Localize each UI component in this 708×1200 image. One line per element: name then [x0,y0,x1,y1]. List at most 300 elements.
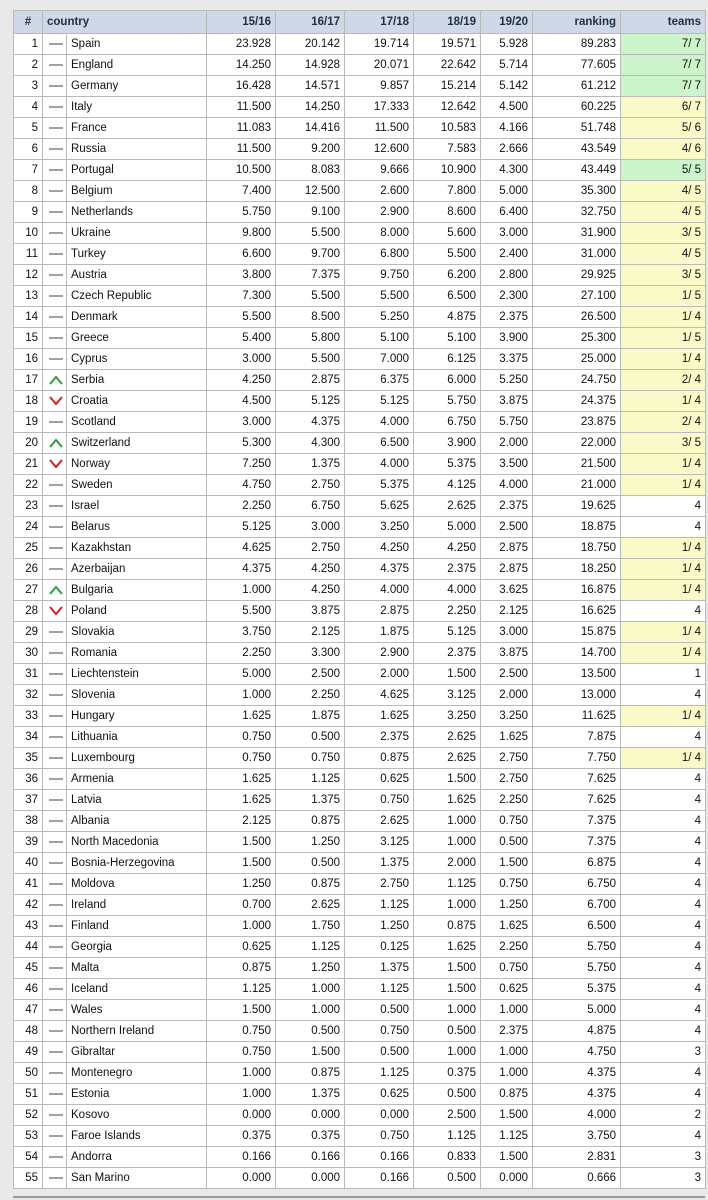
table-row[interactable] [14,937,706,958]
table-row[interactable] [14,664,706,685]
season-16-17-value: 2.875 [276,370,345,391]
table-row[interactable] [14,202,706,223]
table-row[interactable] [14,580,706,601]
table-row[interactable] [14,454,706,475]
teams-value: 5/ 5 [621,160,706,181]
season-19-20-value: 2.500 [481,664,533,685]
teams-value: 1/ 4 [621,475,706,496]
teams-value: 1/ 4 [621,538,706,559]
country-name: Gibraltar [67,1042,207,1063]
rank-number: 39 [14,832,43,853]
season-18-19-value: 4.875 [414,307,481,328]
season-15-16-value: 1.500 [207,853,276,874]
season-15-16-value: 1.000 [207,580,276,601]
ranking-value: 24.375 [533,391,621,412]
table-row[interactable] [14,1084,706,1105]
season-19-20-value: 6.400 [481,202,533,223]
header-season-15-16[interactable]: 15/16 [207,11,276,34]
rank-number: 41 [14,874,43,895]
ranking-value: 23.875 [533,412,621,433]
trend-unchanged-icon [47,836,65,848]
rank-number: 7 [14,160,43,181]
trend-unchanged-icon [47,1046,65,1058]
season-16-17-value: 8.500 [276,307,345,328]
trend-cell [43,1042,67,1063]
table-row[interactable] [14,538,706,559]
trend-cell [43,475,67,496]
country-name: Turkey [67,244,207,265]
table-row[interactable] [14,412,706,433]
season-18-19-value: 6.750 [414,412,481,433]
table-row[interactable] [14,1126,706,1147]
season-15-16-value: 7.300 [207,286,276,307]
season-19-20-value: 5.000 [481,181,533,202]
season-17-18-value: 0.750 [345,790,414,811]
season-16-17-value: 1.125 [276,937,345,958]
season-18-19-value: 7.800 [414,181,481,202]
trend-unchanged-icon [47,122,65,134]
season-17-18-value: 0.875 [345,748,414,769]
season-18-19-value: 0.833 [414,1147,481,1168]
trend-down-icon [47,605,65,617]
trend-unchanged-icon [47,269,65,281]
country-name: Moldova [67,874,207,895]
season-15-16-value: 0.000 [207,1168,276,1189]
season-15-16-value: 5.400 [207,328,276,349]
teams-value: 4 [621,790,706,811]
rank-number: 4 [14,97,43,118]
trend-cell [43,580,67,601]
ranking-value: 31.000 [533,244,621,265]
trend-unchanged-icon [47,815,65,827]
ranking-value: 61.212 [533,76,621,97]
table-row[interactable] [14,265,706,286]
trend-down-icon [47,458,65,470]
trend-cell [43,1063,67,1084]
table-row[interactable] [14,1000,706,1021]
trend-cell [43,601,67,622]
season-19-20-value: 2.000 [481,433,533,454]
season-18-19-value: 6.200 [414,265,481,286]
season-18-19-value: 1.000 [414,895,481,916]
country-name: Scotland [67,412,207,433]
country-name: San Marino [67,1168,207,1189]
ranking-value: 4.000 [533,1105,621,1126]
table-row[interactable] [14,160,706,181]
season-16-17-value: 4.250 [276,559,345,580]
season-15-16-value: 1.000 [207,685,276,706]
season-15-16-value: 1.625 [207,790,276,811]
trend-unchanged-icon [47,1004,65,1016]
rank-number: 11 [14,244,43,265]
trend-cell [43,916,67,937]
season-15-16-value: 7.250 [207,454,276,475]
country-name: Luxembourg [67,748,207,769]
trend-cell [43,685,67,706]
teams-value: 1 [621,664,706,685]
teams-value: 4/ 5 [621,244,706,265]
teams-value: 4 [621,979,706,1000]
trend-cell [43,643,67,664]
season-15-16-value: 5.750 [207,202,276,223]
season-19-20-value: 3.000 [481,223,533,244]
trend-cell [43,55,67,76]
teams-value: 3 [621,1168,706,1189]
ranking-value: 6.500 [533,916,621,937]
rank-number: 10 [14,223,43,244]
season-16-17-value: 0.875 [276,1063,345,1084]
country-name: France [67,118,207,139]
ranking-value: 19.625 [533,496,621,517]
table-row[interactable] [14,370,706,391]
trend-cell [43,307,67,328]
season-17-18-value: 1.875 [345,622,414,643]
season-18-19-value: 12.642 [414,97,481,118]
season-17-18-value: 0.750 [345,1126,414,1147]
trend-unchanged-icon [47,332,65,344]
table-row[interactable] [14,475,706,496]
teams-value: 4 [621,1126,706,1147]
season-15-16-value: 0.375 [207,1126,276,1147]
season-17-18-value: 2.625 [345,811,414,832]
country-name: Bulgaria [67,580,207,601]
table-row[interactable] [14,1063,706,1084]
table-row[interactable] [14,643,706,664]
season-15-16-value: 2.250 [207,496,276,517]
season-16-17-value: 9.200 [276,139,345,160]
season-18-19-value: 22.642 [414,55,481,76]
table-row[interactable] [14,1168,706,1189]
season-17-18-value: 5.100 [345,328,414,349]
ranking-value: 60.225 [533,97,621,118]
trend-unchanged-icon [47,689,65,701]
season-19-20-value: 2.500 [481,517,533,538]
table-row[interactable] [14,286,706,307]
ranking-value: 4.375 [533,1063,621,1084]
header-teams[interactable]: teams [621,11,706,34]
teams-value: 1/ 4 [621,307,706,328]
season-17-18-value: 17.333 [345,97,414,118]
rank-number: 18 [14,391,43,412]
teams-value: 4/ 5 [621,202,706,223]
header-season-19-20[interactable]: 19/20 [481,11,533,34]
trend-unchanged-icon [47,773,65,785]
season-15-16-value: 0.875 [207,958,276,979]
table-row[interactable] [14,874,706,895]
ranking-value: 18.250 [533,559,621,580]
trend-unchanged-icon [47,668,65,680]
season-15-16-value: 4.500 [207,391,276,412]
season-17-18-value: 1.375 [345,853,414,874]
trend-cell [43,895,67,916]
season-17-18-value: 5.500 [345,286,414,307]
ranking-value: 5.750 [533,958,621,979]
season-17-18-value: 2.600 [345,181,414,202]
table-row[interactable] [14,244,706,265]
season-17-18-value: 1.250 [345,916,414,937]
country-name: Romania [67,643,207,664]
ranking-value: 26.500 [533,307,621,328]
trend-cell [43,853,67,874]
country-name: Portugal [67,160,207,181]
season-16-17-value: 14.571 [276,76,345,97]
season-19-20-value: 2.375 [481,496,533,517]
season-16-17-value: 0.875 [276,874,345,895]
ranking-value: 7.375 [533,832,621,853]
season-15-16-value: 4.625 [207,538,276,559]
country-ranking-table [13,10,706,1189]
teams-value: 3 [621,1042,706,1063]
season-15-16-value: 10.500 [207,160,276,181]
ranking-value: 5.750 [533,937,621,958]
season-17-18-value: 3.250 [345,517,414,538]
table-row[interactable] [14,706,706,727]
header-season-17-18[interactable]: 17/18 [345,11,414,34]
season-18-19-value: 10.900 [414,160,481,181]
season-17-18-value: 0.625 [345,1084,414,1105]
trend-unchanged-icon [47,752,65,764]
table-row[interactable] [14,685,706,706]
table-row[interactable] [14,328,706,349]
rank-number: 1 [14,34,43,55]
season-19-20-value: 4.000 [481,475,533,496]
season-17-18-value: 4.000 [345,580,414,601]
country-name: Kosovo [67,1105,207,1126]
table-row[interactable] [14,601,706,622]
country-name: Belgium [67,181,207,202]
table-row[interactable] [14,391,706,412]
table-row[interactable] [14,1147,706,1168]
trend-cell [43,265,67,286]
header-season-18-19[interactable]: 18/19 [414,11,481,34]
season-15-16-value: 1.500 [207,832,276,853]
ranking-value: 43.449 [533,160,621,181]
ranking-value: 18.875 [533,517,621,538]
teams-value: 7/ 7 [621,34,706,55]
season-19-20-value: 0.500 [481,832,533,853]
season-19-20-value: 4.300 [481,160,533,181]
season-18-19-value: 1.000 [414,1000,481,1021]
season-16-17-value: 14.250 [276,97,345,118]
table-row[interactable] [14,832,706,853]
country-name: Georgia [67,937,207,958]
ranking-value: 6.875 [533,853,621,874]
season-19-20-value: 2.375 [481,1021,533,1042]
season-19-20-value: 3.875 [481,391,533,412]
teams-value: 1/ 5 [621,286,706,307]
season-15-16-value: 1.000 [207,916,276,937]
trend-unchanged-icon [47,857,65,869]
teams-value: 1/ 4 [621,622,706,643]
table-row[interactable] [14,55,706,76]
season-16-17-value: 3.300 [276,643,345,664]
season-19-20-value: 0.750 [481,811,533,832]
table-row[interactable] [14,307,706,328]
country-name: Malta [67,958,207,979]
trend-cell [43,223,67,244]
season-17-18-value: 6.500 [345,433,414,454]
table-row[interactable] [14,790,706,811]
season-15-16-value: 3.000 [207,412,276,433]
table-row[interactable] [14,34,706,55]
table-row[interactable] [14,559,706,580]
season-17-18-value: 1.125 [345,895,414,916]
trend-unchanged-icon [47,878,65,890]
season-19-20-value: 1.625 [481,727,533,748]
season-19-20-value: 0.625 [481,979,533,1000]
season-16-17-value: 12.500 [276,181,345,202]
season-16-17-value: 6.750 [276,496,345,517]
season-16-17-value: 0.166 [276,1147,345,1168]
table-row[interactable] [14,97,706,118]
season-19-20-value: 0.875 [481,1084,533,1105]
table-row[interactable] [14,1105,706,1126]
rank-number: 43 [14,916,43,937]
season-16-17-value: 5.125 [276,391,345,412]
trend-cell [43,979,67,1000]
season-16-17-value: 3.000 [276,517,345,538]
trend-cell [43,181,67,202]
trend-cell [43,118,67,139]
trend-cell [43,517,67,538]
trend-cell [43,790,67,811]
season-19-20-value: 5.250 [481,370,533,391]
table-row[interactable] [14,349,706,370]
season-17-18-value: 0.625 [345,769,414,790]
header-ranking[interactable]: ranking [533,11,621,34]
season-15-16-value: 23.928 [207,34,276,55]
table-row[interactable] [14,811,706,832]
table-row[interactable] [14,496,706,517]
season-17-18-value: 9.750 [345,265,414,286]
trend-unchanged-icon [47,185,65,197]
table-row[interactable] [14,853,706,874]
season-15-16-value: 5.500 [207,601,276,622]
season-16-17-value: 2.625 [276,895,345,916]
teams-value: 1/ 4 [621,454,706,475]
table-row[interactable] [14,76,706,97]
trend-cell [43,538,67,559]
teams-value: 3/ 5 [621,433,706,454]
season-17-18-value: 5.125 [345,391,414,412]
ranking-value: 43.549 [533,139,621,160]
table-row[interactable] [14,1042,706,1063]
season-17-18-value: 2.900 [345,202,414,223]
table-row[interactable] [14,748,706,769]
table-row[interactable] [14,181,706,202]
country-name: Croatia [67,391,207,412]
table-row[interactable] [14,118,706,139]
table-row[interactable] [14,727,706,748]
season-16-17-value: 0.750 [276,748,345,769]
trend-unchanged-icon [47,899,65,911]
table-row[interactable] [14,517,706,538]
table-row[interactable] [14,916,706,937]
table-row[interactable] [14,1021,706,1042]
season-15-16-value: 3.800 [207,265,276,286]
table-row[interactable] [14,769,706,790]
table-row[interactable] [14,433,706,454]
season-16-17-value: 0.000 [276,1168,345,1189]
table-row[interactable] [14,139,706,160]
season-17-18-value: 2.000 [345,664,414,685]
season-17-18-value: 4.250 [345,538,414,559]
table-row[interactable] [14,958,706,979]
season-19-20-value: 3.375 [481,349,533,370]
teams-value: 4 [621,727,706,748]
season-16-17-value: 1.375 [276,454,345,475]
country-name: Armenia [67,769,207,790]
trend-unchanged-icon [47,290,65,302]
season-18-19-value: 5.600 [414,223,481,244]
teams-value: 4 [621,811,706,832]
teams-value: 4 [621,685,706,706]
header-season-16-17[interactable]: 16/17 [276,11,345,34]
trend-unchanged-icon [47,1130,65,1142]
ranking-value: 25.000 [533,349,621,370]
ranking-value: 89.283 [533,34,621,55]
country-name: Liechtenstein [67,664,207,685]
rank-number: 25 [14,538,43,559]
trend-unchanged-icon [47,521,65,533]
teams-value: 4/ 5 [621,181,706,202]
season-15-16-value: 1.625 [207,706,276,727]
trend-cell [43,1000,67,1021]
table-row[interactable] [14,622,706,643]
season-15-16-value: 1.000 [207,1084,276,1105]
season-17-18-value: 2.875 [345,601,414,622]
rank-number: 53 [14,1126,43,1147]
trend-cell [43,1168,67,1189]
season-18-19-value: 1.500 [414,958,481,979]
season-18-19-value: 1.000 [414,1042,481,1063]
trend-unchanged-icon [47,920,65,932]
season-15-16-value: 0.166 [207,1147,276,1168]
season-16-17-value: 2.250 [276,685,345,706]
season-16-17-value: 0.000 [276,1105,345,1126]
teams-value: 4/ 6 [621,139,706,160]
rank-number: 36 [14,769,43,790]
table-row[interactable] [14,895,706,916]
season-17-18-value: 4.000 [345,454,414,475]
table-row[interactable] [14,979,706,1000]
season-15-16-value: 0.750 [207,748,276,769]
rank-number: 9 [14,202,43,223]
trend-unchanged-icon [47,1151,65,1163]
season-16-17-value: 5.800 [276,328,345,349]
ranking-value: 7.750 [533,748,621,769]
rank-number: 20 [14,433,43,454]
season-16-17-value: 0.375 [276,1126,345,1147]
header-country[interactable]: country [43,11,207,34]
season-15-16-value: 11.083 [207,118,276,139]
season-18-19-value: 3.125 [414,685,481,706]
season-19-20-value: 2.250 [481,937,533,958]
header-row [14,11,706,34]
trend-cell [43,34,67,55]
trend-unchanged-icon [47,731,65,743]
season-18-19-value: 4.000 [414,580,481,601]
season-19-20-value: 2.666 [481,139,533,160]
ranking-value: 77.605 [533,55,621,76]
season-19-20-value: 2.300 [481,286,533,307]
rank-number: 45 [14,958,43,979]
table-row[interactable] [14,223,706,244]
ranking-value: 25.300 [533,328,621,349]
country-name: Netherlands [67,202,207,223]
trend-cell [43,412,67,433]
header-rank-number[interactable]: # [14,11,43,34]
